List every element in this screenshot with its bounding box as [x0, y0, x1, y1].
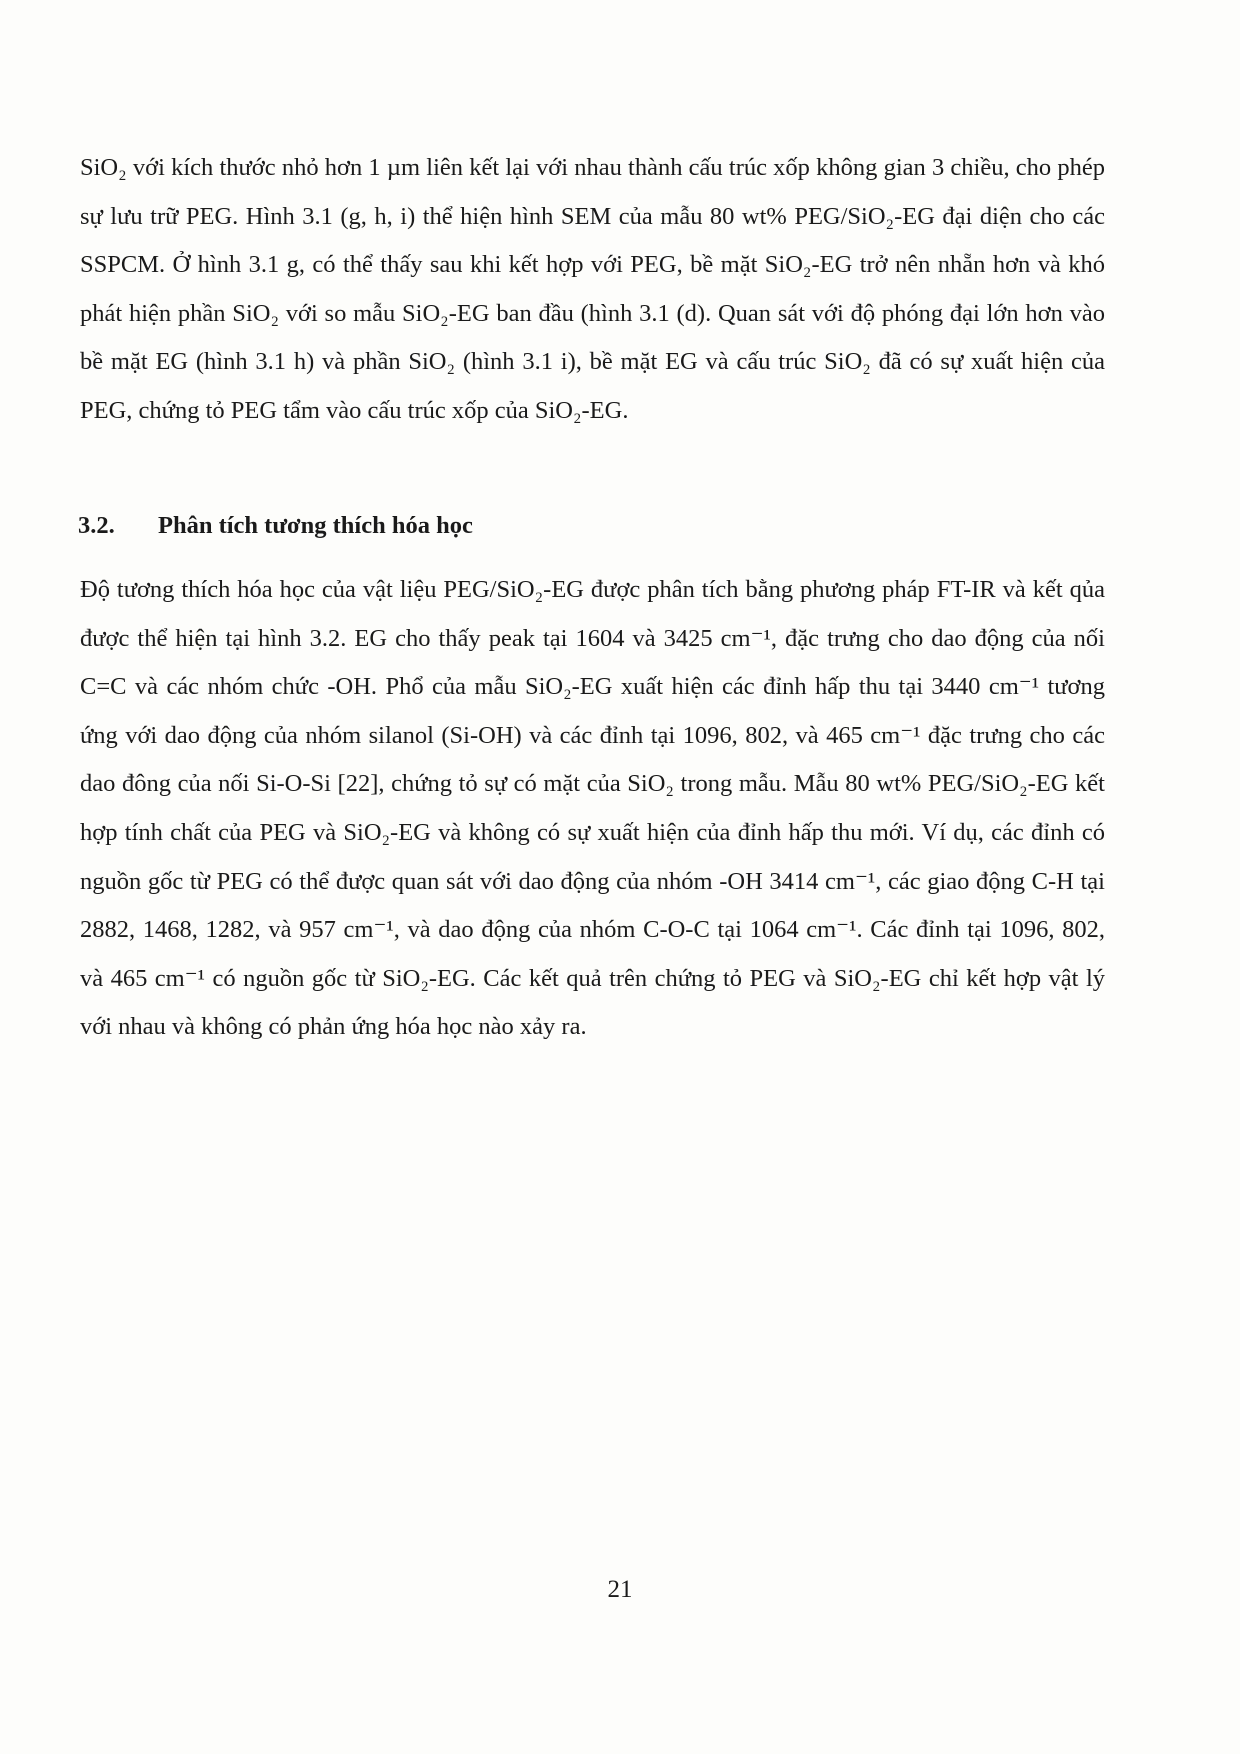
section-title: Phân tích tương thích hóa học — [158, 512, 473, 539]
body-paragraph-ftir-analysis: Độ tương thích hóa học của vật liệu PEG/SiO₂-EG được phân tích bằng phương pháp FT-IR và kết qủa được thể hiện tại hình 3.2. EG cho thấy peak tại 1604 và 3425 cm⁻¹, đặc trưng cho dao động của nối C=C và các nhóm chức -OH. Phổ của mẫu SiO₂-EG xuất hiện các đỉnh hấp thu tại 3440 cm⁻¹ tương ứng với dao động của nhóm silanol (Si-OH) và các đỉnh tại 1096, 802, và 465 cm⁻¹ đặc trưng cho các dao đông của nối Si-O-Si [22], chứng tỏ sự có mặt của SiO₂ trong mẫu. Mẫu 80 wt% PEG/SiO₂-EG kết hợp tính chất của PEG và SiO₂-EG và không có sự xuất hiện của đỉnh hấp thu mới. Ví dụ, các đỉnh có nguồn gốc từ PEG có thể được quan sát với dao động của nhóm -OH 3414 cm⁻¹, các giao động C-H tại 2882, 1468, 1282, và 957 cm⁻¹, và dao động của nhóm C-O-C tại 1064 cm⁻¹. Các đỉnh tại 1096, 802, và 465 cm⁻¹ có nguồn gốc từ SiO₂-EG. Các kết quả trên chứng tỏ PEG và SiO₂-EG chỉ kết hợp vật lý với nhau và không có phản ứng hóa học nào xảy ra. — [80, 576, 1105, 1041]
body-paragraph-sem-description: SiO₂ với kích thước nhỏ hơn 1 µm liên kết lại với nhau thành cấu trúc xốp không gian 3 chiều, cho phép sự lưu trữ PEG. Hình 3.1 (g, h, i) thể hiện hình SEM của mẫu 80 wt% PEG/SiO₂-EG đại diện cho các SSPCM. Ở hình 3.1 g, có thể thấy sau khi kết hợp với PEG, bề mặt SiO₂-EG trở nên nhẵn hơn và khó phát hiện phần SiO₂ với so mẫu SiO₂-EG ban đầu (hình 3.1 (d). Quan sát với độ phóng đại lớn hơn vào bề mặt EG (hình 3.1 h) và phần SiO₂ (hình 3.1 i), bề mặt EG và cấu trúc SiO₂ đã có sự xuất hiện của PEG, chứng tỏ PEG tẩm vào cấu trúc xốp của SiO₂-EG. — [80, 154, 1105, 424]
page-number: 21 — [607, 1576, 633, 1603]
section-heading — [78, 512, 473, 540]
section-number: 3.2. — [78, 512, 115, 539]
